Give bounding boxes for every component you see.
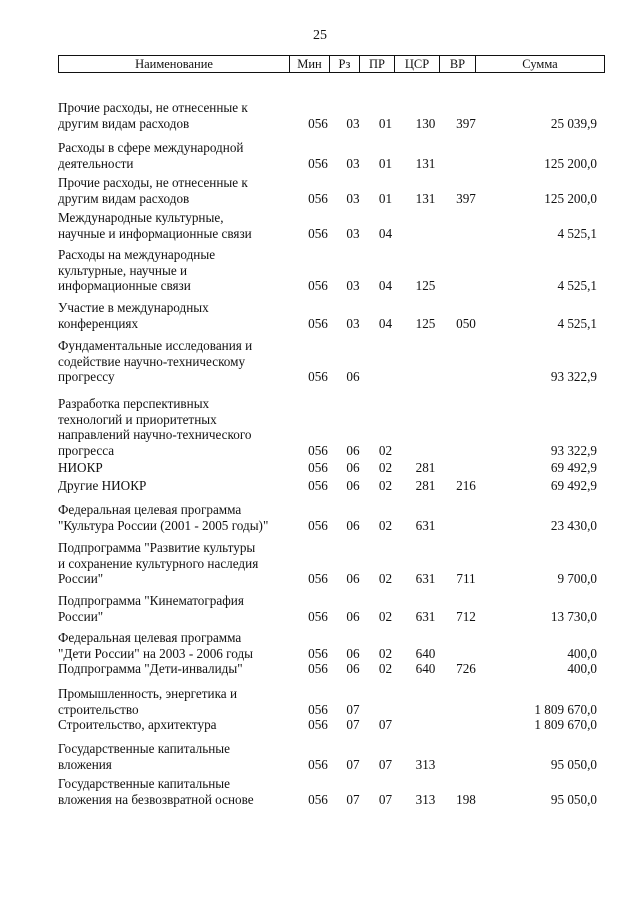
row-name: Подпрограмма "Дети-инвалиды"	[58, 661, 243, 676]
row-name: Разработка перспективных технологий и приоритетных направлений научно-технического прогресса	[58, 396, 252, 458]
cell-csr: 125	[415, 278, 436, 293]
header-sum: Сумма	[475, 56, 604, 72]
cell-min: 056	[308, 278, 328, 293]
cell-rz: 06	[346, 517, 360, 533]
cell-rz: 07	[346, 791, 360, 807]
cell-sum: 125 200,0	[544, 155, 597, 171]
row-name: Фундаментальные исследования и содействие научно-техническому прогрессу	[58, 338, 253, 384]
cell-rz: 03	[346, 115, 360, 131]
cell-sum: 400,0	[567, 661, 597, 676]
cell-pr: 01	[378, 155, 393, 171]
cell-rz: 06	[346, 645, 360, 661]
row-name: Федеральная целевая программа "Дети России" на 2003 - 2006 годы	[58, 630, 254, 661]
cell-pr: 02	[378, 608, 393, 624]
cell-rz: 06	[346, 460, 360, 475]
cell-rz: 06	[346, 571, 360, 586]
row-name: Расходы в сфере международной деятельности	[58, 140, 244, 171]
cell-csr: 281	[415, 478, 436, 493]
header-vr: ВР	[439, 56, 475, 72]
cell-min: 056	[308, 608, 328, 624]
cell-vr: 726	[456, 661, 476, 676]
cell-min: 056	[308, 369, 328, 384]
cell-min: 056	[308, 442, 328, 458]
cell-min: 056	[308, 115, 328, 131]
row-name: Участие в международных конференциях	[58, 300, 209, 331]
cell-min: 056	[308, 517, 328, 533]
cell-rz: 03	[346, 278, 360, 293]
row-name: Международные культурные, научные и информационные связи	[58, 210, 252, 241]
row-name: Федеральная целевая программа "Культура России (2001 - 2005 годы)"	[58, 502, 269, 533]
cell-rz: 06	[346, 661, 360, 676]
cell-csr: 131	[415, 155, 436, 171]
cell-csr: 631	[415, 608, 436, 624]
cell-min: 056	[308, 717, 328, 732]
cell-vr: 397	[456, 115, 476, 131]
cell-pr: 02	[378, 645, 393, 661]
cell-csr: 131	[415, 190, 436, 206]
cell-csr: 313	[415, 791, 436, 807]
cell-sum: 69 492,9	[550, 460, 597, 475]
header-rz: Рз	[329, 56, 359, 72]
row-name: Промышленность, энергетика и строительство	[58, 686, 238, 717]
cell-rz: 06	[346, 478, 360, 493]
cell-sum: 4 525,1	[557, 315, 597, 331]
cell-sum: 400,0	[567, 645, 597, 661]
cell-sum: 95 050,0	[550, 756, 597, 772]
cell-pr: 04	[378, 278, 393, 293]
cell-csr: 125	[415, 315, 436, 331]
cell-pr: 02	[378, 478, 393, 493]
header-name: Наименование	[135, 56, 213, 71]
cell-csr: 640	[415, 645, 436, 661]
row-name: Строительство, архитектура	[58, 717, 217, 732]
cell-sum: 95 050,0	[550, 791, 597, 807]
cell-pr: 02	[378, 442, 393, 458]
cell-min: 056	[308, 155, 328, 171]
cell-sum: 1 809 670,0	[534, 717, 597, 732]
row-name: НИОКР	[58, 460, 103, 475]
cell-rz: 03	[346, 225, 360, 241]
cell-pr: 07	[378, 717, 393, 732]
cell-pr: 07	[378, 791, 393, 807]
cell-sum: 23 430,0	[550, 517, 597, 533]
cell-pr: 02	[378, 517, 393, 533]
row-name: Расходы на международные культурные, научные и информационные связи	[58, 247, 216, 293]
cell-rz: 06	[346, 369, 360, 384]
cell-csr: 631	[415, 517, 436, 533]
cell-sum: 9 700,0	[557, 571, 597, 586]
row-name: Прочие расходы, не отнесенные к другим видам расходов	[58, 175, 248, 206]
cell-rz: 03	[346, 315, 360, 331]
cell-vr: 711	[456, 571, 476, 586]
cell-csr: 313	[415, 756, 436, 772]
cell-min: 056	[308, 756, 328, 772]
header-csr: ЦСР	[394, 56, 439, 72]
cell-pr: 04	[378, 315, 393, 331]
cell-min: 056	[308, 791, 328, 807]
cell-csr: 281	[415, 460, 436, 475]
cell-pr: 01	[378, 115, 393, 131]
cell-pr: 01	[378, 190, 393, 206]
cell-rz: 07	[346, 756, 360, 772]
cell-sum: 13 730,0	[550, 608, 597, 624]
cell-rz: 03	[346, 155, 360, 171]
cell-sum: 4 525,1	[557, 225, 597, 241]
cell-vr: 198	[456, 791, 476, 807]
cell-sum: 93 322,9	[550, 442, 597, 458]
row-name: Прочие расходы, не отнесенные к другим видам расходов	[58, 100, 248, 131]
table-header	[58, 55, 605, 73]
cell-min: 056	[308, 645, 328, 661]
cell-sum: 4 525,1	[557, 278, 597, 293]
cell-pr: 02	[378, 661, 393, 676]
cell-vr: 712	[456, 608, 476, 624]
cell-sum: 1 809 670,0	[534, 701, 597, 717]
cell-vr: 397	[456, 190, 476, 206]
cell-sum: 93 322,9	[550, 369, 597, 384]
cell-min: 056	[308, 460, 328, 475]
cell-vr: 050	[456, 315, 476, 331]
cell-sum: 69 492,9	[550, 478, 597, 493]
cell-csr: 130	[415, 115, 436, 131]
cell-rz: 07	[346, 701, 360, 717]
row-name: Подпрограмма "Развитие культуры и сохранение культурного наследия России"	[58, 540, 259, 586]
cell-min: 056	[308, 701, 328, 717]
header-min: Мин	[289, 56, 329, 72]
row-name: Государственные капитальные вложения на безвозвратной основе	[58, 776, 254, 807]
cell-pr: 02	[378, 460, 393, 475]
cell-min: 056	[308, 315, 328, 331]
row-name: Государственные капитальные вложения	[58, 741, 230, 772]
cell-pr: 04	[378, 225, 393, 241]
cell-sum: 25 039,9	[550, 115, 597, 131]
cell-rz: 03	[346, 190, 360, 206]
cell-pr: 07	[378, 756, 393, 772]
row-name: Подпрограмма "Кинематография России"	[58, 593, 244, 624]
header-pr: ПР	[359, 56, 394, 72]
cell-vr: 216	[456, 478, 476, 493]
cell-csr: 631	[415, 571, 436, 586]
cell-csr: 640	[415, 661, 436, 676]
cell-pr: 02	[378, 571, 393, 586]
cell-min: 056	[308, 225, 328, 241]
cell-rz: 06	[346, 442, 360, 458]
cell-min: 056	[308, 190, 328, 206]
cell-min: 056	[308, 478, 328, 493]
page-number: 25	[313, 28, 327, 43]
cell-min: 056	[308, 661, 328, 676]
row-name: Другие НИОКР	[58, 478, 147, 493]
cell-rz: 06	[346, 608, 360, 624]
cell-min: 056	[308, 571, 328, 586]
cell-rz: 07	[346, 717, 360, 732]
cell-sum: 125 200,0	[544, 190, 597, 206]
